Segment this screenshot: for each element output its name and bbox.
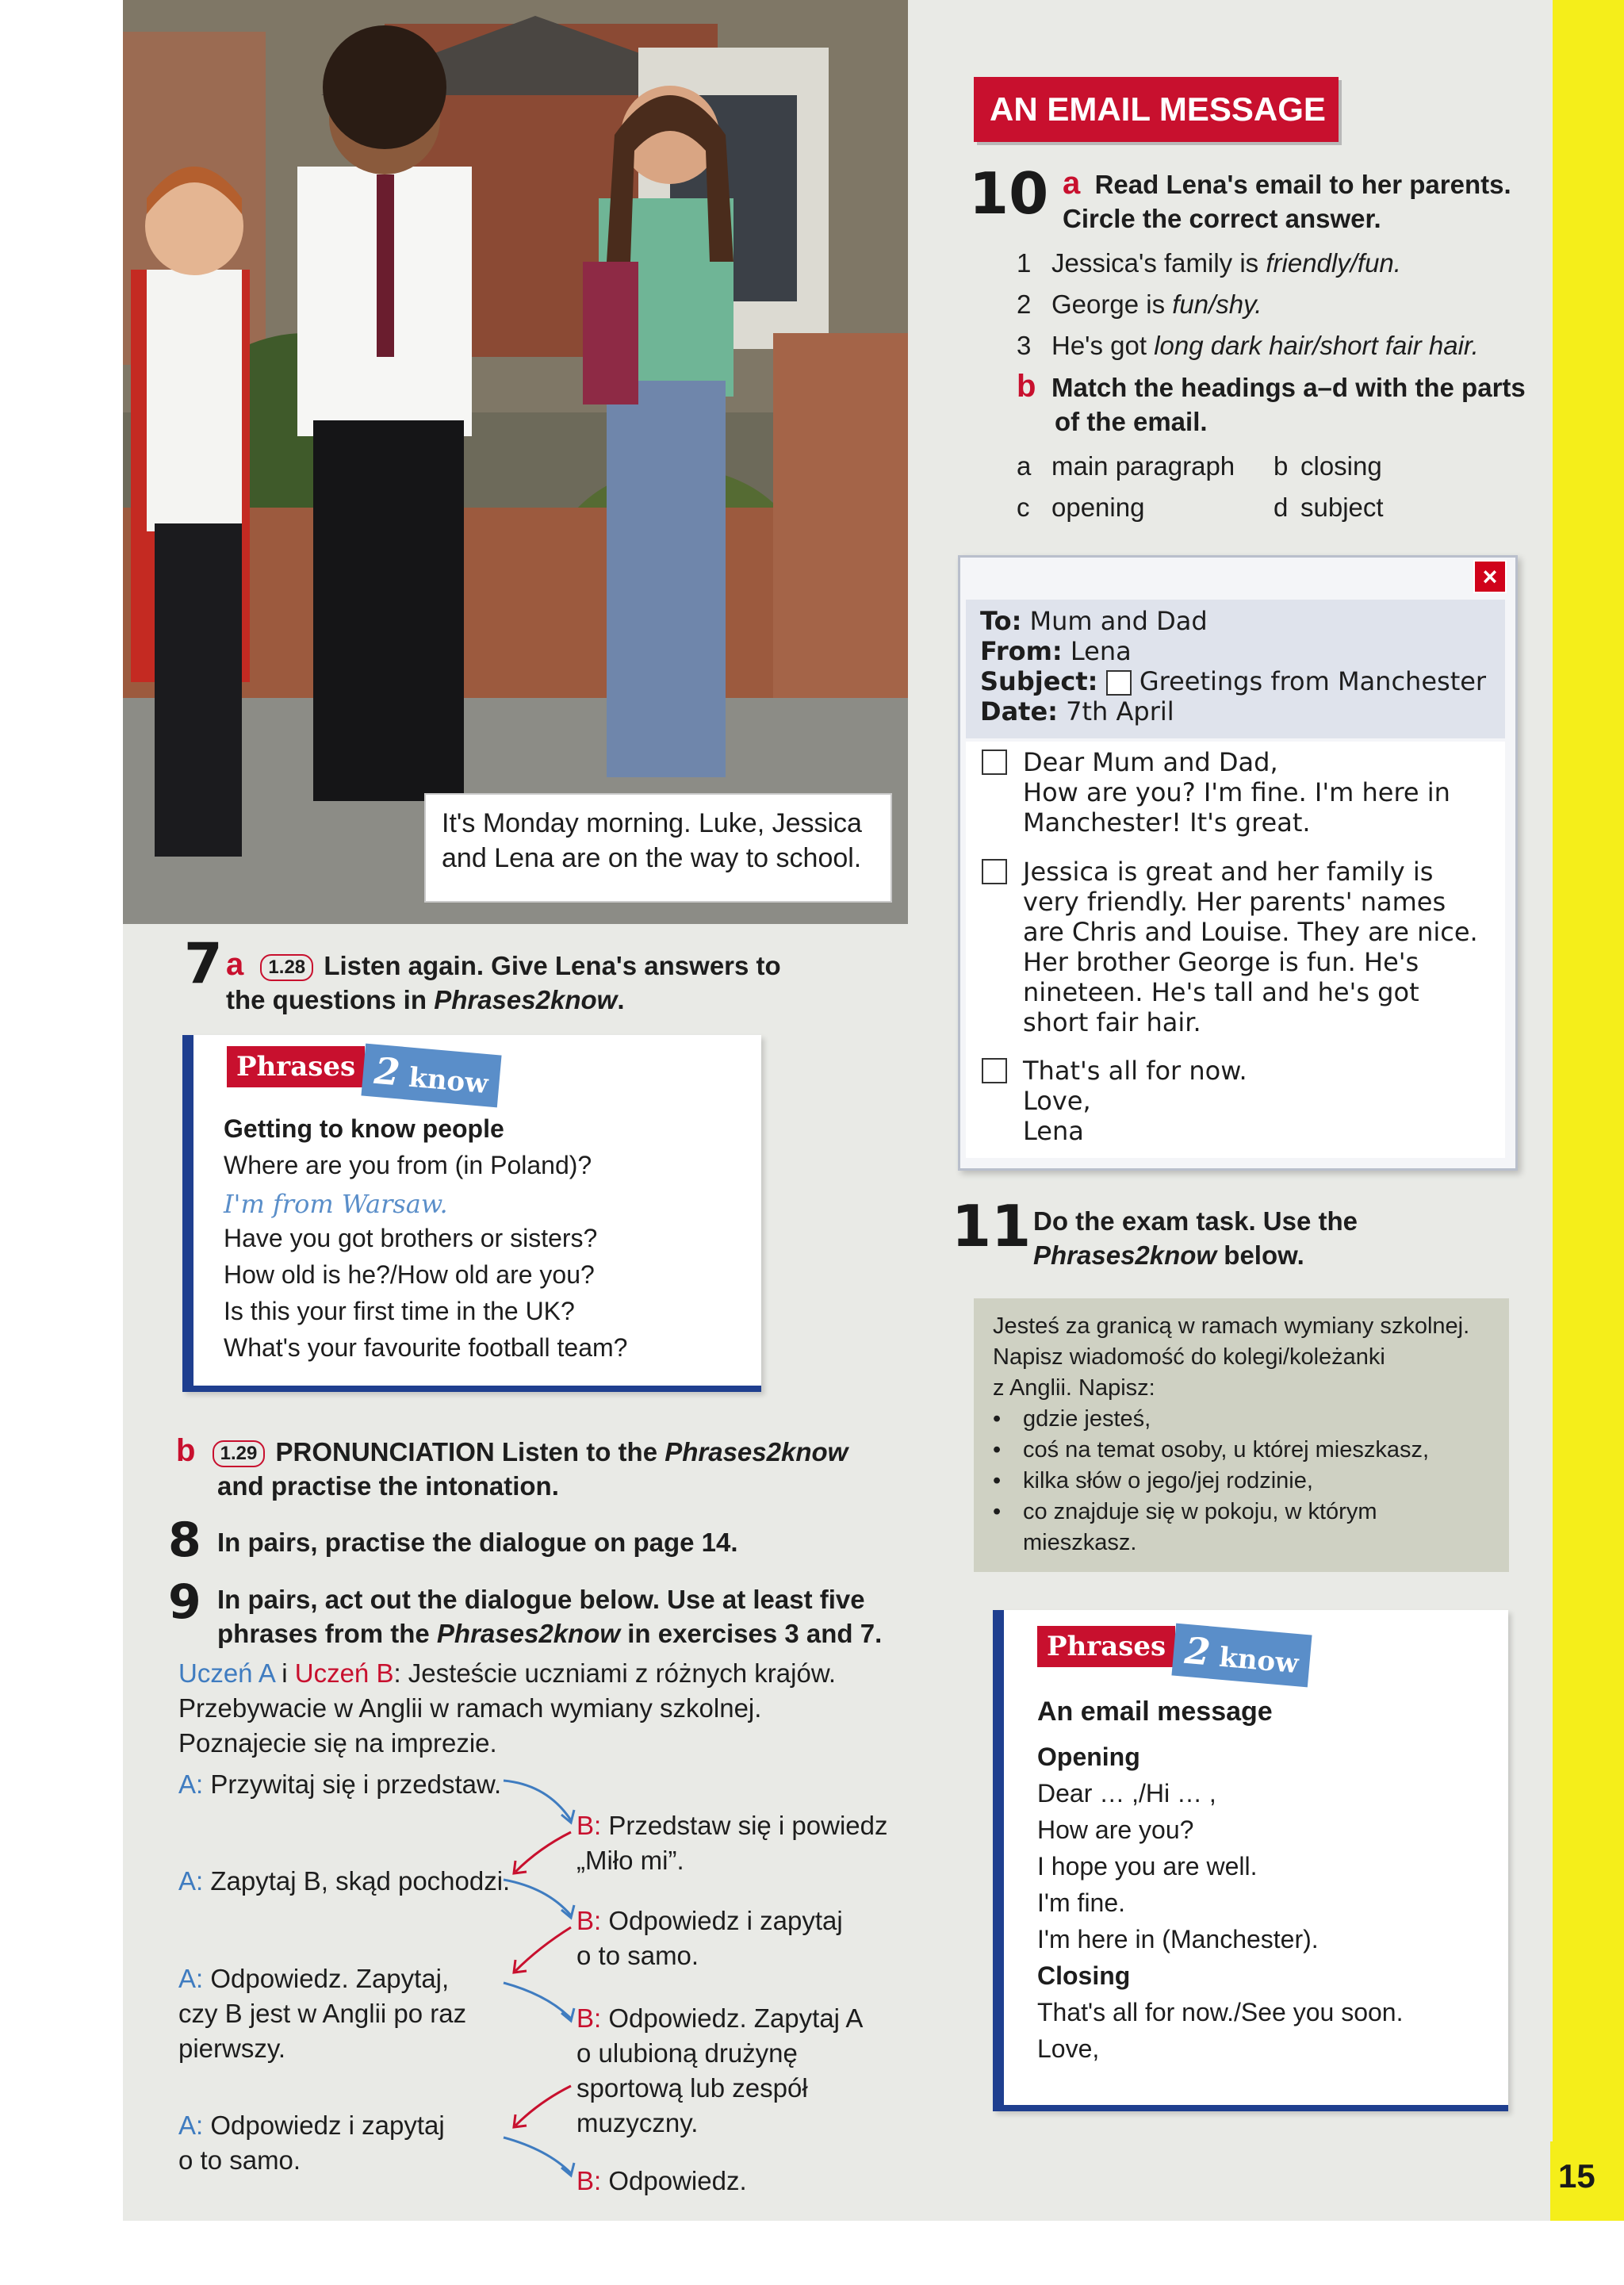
speaker-a-label: A: — [178, 1866, 204, 1896]
dialogue-text: czy B jest w Anglii po raz — [178, 1999, 467, 2028]
task-bullet: • co znajduje się w pokoju, w którym — [993, 1499, 1377, 1524]
task-bullet: • gdzie jesteś, — [993, 1406, 1151, 1432]
instruction-italic: Phrases2know — [665, 1437, 848, 1466]
dialogue-step-a2 — [178, 1864, 510, 1899]
exercise-9-intro — [178, 1656, 876, 1761]
heading-text: closing — [1300, 451, 1382, 481]
page-number: 15 — [1558, 2157, 1595, 2195]
dialogue-text: pierwszy. — [178, 2034, 286, 2063]
speaker-a-label: A: — [178, 1769, 204, 1799]
dialogue-text: Odpowiedz i zapytaj — [203, 2111, 445, 2140]
exercise-number: 9 — [168, 1574, 201, 1630]
phrases2know-logo-know — [1171, 1624, 1312, 1688]
bullet-text: mieszkasz. — [1023, 1530, 1137, 1555]
exercise-letter: b — [176, 1433, 196, 1468]
email-paragraph-main — [1023, 857, 1499, 1037]
heading-letter: a — [1017, 451, 1032, 481]
exercise-11-instruction — [1033, 1204, 1525, 1272]
item-option[interactable]: long dark hair/short fair hair. — [1154, 331, 1479, 360]
logo-two: 2 — [1182, 1628, 1212, 1674]
exercise-10a-items — [1017, 243, 1540, 366]
task-line: z Anglii. Napisz: — [993, 1375, 1155, 1401]
phrase-line: How are you? — [1037, 1815, 1194, 1844]
bullet-text: coś na temat osoby, u której mieszkasz, — [1023, 1437, 1430, 1463]
dialogue-text: Odpowiedz. Zapytaj, — [203, 1964, 450, 1993]
box-accent-bar — [182, 1386, 761, 1392]
task-bullet: • kilka słów o jego/jej rodzinie, — [993, 1468, 1313, 1493]
field-label: From: — [980, 636, 1063, 666]
dialogue-text: sportową lub zespół — [576, 2073, 808, 2103]
exercise-number: 11 — [952, 1193, 1032, 1259]
field-label: To: — [980, 606, 1022, 636]
exercise-8-instruction: In pairs, practise the dialogue on page 14. — [217, 1528, 738, 1557]
dialogue-text: Przedstaw się i powiedz — [601, 1811, 888, 1840]
exercise-9-instruction — [217, 1582, 891, 1650]
caption-line: It's Monday morning. Luke, Jessica — [442, 808, 862, 838]
email-subject-field — [980, 666, 1503, 696]
instruction-italic: Phrases2know — [436, 1619, 621, 1648]
email-line: Manchester! It's great. — [1023, 807, 1311, 838]
close-icon[interactable]: × — [1473, 560, 1507, 593]
instruction-italic: Phrases2know — [1033, 1240, 1217, 1270]
heading-text: opening — [1051, 493, 1145, 522]
box-accent-bar — [993, 1610, 1004, 2111]
phrases-heading: An email message — [1037, 1696, 1273, 1727]
dialogue-step-a3 — [178, 1961, 466, 2066]
exercise-number: 8 — [168, 1512, 201, 1568]
audio-track-badge[interactable]: 1.28 — [260, 954, 313, 981]
dialogue-text: Zapytaj B, skąd pochodzi. — [203, 1866, 511, 1896]
bullet-text: gdzie jesteś, — [1023, 1406, 1151, 1432]
field-label: Date: — [980, 696, 1058, 727]
email-line: nineteen. He's tall and he's got — [1023, 977, 1419, 1007]
dialogue-step-b4 — [576, 2164, 747, 2199]
box-accent-bar — [182, 1035, 193, 1392]
speaker-a-label: A: — [178, 2111, 204, 2140]
email-from-field — [980, 636, 1503, 666]
phrases2know-logo: Phrases — [1037, 1626, 1175, 1667]
dialogue-text: o to samo. — [576, 1941, 699, 1970]
field-value: Lena — [1062, 636, 1132, 666]
speaker-b-label: B: — [576, 1811, 602, 1840]
phrase-line: That's all for now./See you soon. — [1037, 1998, 1404, 2026]
dialogue-flow-arrows — [492, 1777, 587, 2205]
instruction-text: of the email. — [1055, 407, 1208, 436]
heading-text: subject — [1300, 493, 1384, 522]
item-text: He's got — [1051, 331, 1155, 360]
email-line: very friendly. Her parents' names — [1023, 887, 1446, 917]
phrase-line: I hope you are well. — [1037, 1852, 1258, 1881]
answer-checkbox-wrapper — [982, 859, 1007, 884]
field-value: Greetings from Manchester — [1131, 666, 1487, 696]
phrase-line: Have you got brothers or sisters? — [224, 1224, 598, 1252]
phrase-example-handwriting: I'm from Warsaw. — [224, 1189, 448, 1219]
phrase-line: I'm here in (Manchester). — [1037, 1925, 1319, 1953]
phrases2know-box — [993, 1610, 1508, 2111]
logo-know: know — [407, 1061, 490, 1101]
answer-item — [1017, 325, 1540, 366]
item-option[interactable]: friendly/fun. — [1266, 248, 1401, 278]
answer-checkbox[interactable] — [1106, 670, 1132, 696]
heading-letter: b — [1274, 451, 1289, 481]
phrase-line: Where are you from (in Poland)? — [224, 1151, 592, 1179]
instruction-text: and practise the intonation. — [217, 1471, 559, 1501]
task-line: Napisz wiadomość do kolegi/koleżanki — [993, 1344, 1385, 1370]
photo-caption — [424, 793, 892, 903]
instruction-text: phrases from the — [217, 1619, 437, 1648]
instruction-text: In pairs, act out the dialogue below. Use at least five — [217, 1585, 865, 1614]
item-number: 1 — [1017, 248, 1032, 278]
audio-track-badge[interactable]: 1.29 — [213, 1440, 266, 1467]
instruction-text: PRONUNCIATION Listen to the — [275, 1437, 665, 1466]
exercise-number: 10 — [969, 160, 1049, 227]
field-label: Subject: — [980, 666, 1098, 696]
dialogue-step-b3 — [576, 2001, 863, 2141]
dialogue-text: Przywitaj się i przedstaw. — [203, 1769, 502, 1799]
phrases-subheading: Closing — [1037, 1961, 1131, 1990]
email-line: Jessica is great and her family is — [1023, 857, 1434, 887]
dialogue-text: o to samo. — [178, 2145, 301, 2175]
instruction-italic: Phrases2know — [434, 985, 618, 1014]
instruction-text: Read Lena's email to her parents. — [1094, 170, 1511, 199]
instruction-text: in exercises 3 and 7. — [620, 1619, 883, 1648]
answer-item — [1017, 284, 1540, 325]
instruction-text: Match the headings a–d with the parts — [1051, 373, 1526, 402]
instruction-text: the questions in — [226, 985, 435, 1014]
speaker-b-label: B: — [576, 1906, 602, 1935]
field-value: Mum and Dad — [1021, 606, 1208, 636]
page-edge-strip — [1553, 0, 1624, 2221]
students-photo — [123, 0, 908, 924]
box-accent-bar — [993, 2105, 1508, 2111]
phrase-line: How old is he?/How old are you? — [224, 1260, 595, 1289]
role-label-b: Uczeń B — [294, 1658, 394, 1688]
intro-text: Poznajecie się na imprezie. — [178, 1728, 497, 1758]
dialogue-step-b2 — [576, 1904, 843, 1973]
instruction-text: . — [617, 985, 625, 1014]
email-line: Lena — [1023, 1116, 1084, 1146]
caption-line: and Lena are on the way to school. — [442, 843, 862, 873]
exercise-10b-instruction — [1017, 370, 1556, 439]
exercise-7b-instruction — [176, 1434, 850, 1503]
dialogue-text: Odpowiedz i zapytaj — [601, 1906, 843, 1935]
headings-row — [1017, 487, 1540, 528]
phrases2know-logo-know — [361, 1044, 501, 1108]
intro-text: Przebywacie w Anglii w ramach wymiany szkolnej. — [178, 1693, 762, 1723]
exercise-letter: a — [226, 947, 244, 982]
email-line: Dear Mum and Dad, — [1023, 747, 1278, 777]
heading-letter: c — [1017, 493, 1030, 522]
speaker-b-label: B: — [576, 2166, 602, 2195]
exercise-10b-headings — [1017, 446, 1540, 528]
email-line: Love, — [1023, 1086, 1091, 1116]
email-header-fields — [980, 606, 1503, 727]
heading-text: main paragraph — [1051, 451, 1235, 481]
dialogue-step-a4 — [178, 2108, 445, 2178]
task-line: Jesteś za granicą w ramach wymiany szkolnej. — [993, 1313, 1470, 1339]
email-to-field — [980, 606, 1503, 636]
item-number: 2 — [1017, 289, 1032, 319]
item-text: George is — [1051, 289, 1173, 319]
phrase-line: Is this your first time in the UK? — [224, 1297, 575, 1325]
instruction-text: Circle the correct answer. — [1063, 204, 1381, 233]
item-option[interactable]: fun/shy. — [1172, 289, 1262, 319]
phrases2know-logo: Phrases — [227, 1046, 365, 1087]
instruction-text: Listen again. Give Lena's answers to — [324, 951, 781, 980]
exercise-10a-instruction — [1063, 167, 1554, 236]
phrase-line: What's your favourite football team? — [224, 1333, 628, 1362]
phrase-line: Love, — [1037, 2034, 1100, 2063]
heading-letter: d — [1274, 493, 1289, 522]
answer-checkbox-wrapper — [982, 1058, 1007, 1083]
exercise-number: 7 — [184, 931, 223, 996]
speaker-a-label: A: — [178, 1964, 204, 1993]
logo-know: know — [1217, 1641, 1300, 1681]
section-banner: AN EMAIL MESSAGE — [974, 77, 1339, 142]
intro-text: i — [274, 1658, 295, 1688]
exam-task-text — [993, 1311, 1500, 1558]
logo-two: 2 — [372, 1049, 402, 1095]
email-paragraph-closing — [1023, 1056, 1499, 1146]
answer-checkbox-wrapper — [982, 750, 1007, 775]
email-line: That's all for now. — [1023, 1056, 1247, 1086]
phrase-line: I'm fine. — [1037, 1888, 1126, 1917]
phrases-heading: Getting to know people — [224, 1114, 504, 1143]
task-bullet: • coś na temat osoby, u której mieszkasz, — [993, 1437, 1430, 1463]
email-date-field — [980, 696, 1503, 727]
exercise-letter: b — [1017, 369, 1036, 404]
answer-checkbox[interactable] — [982, 750, 1007, 775]
phrases-subheading: Opening — [1037, 1743, 1140, 1771]
dialogue-text: Odpowiedz. — [601, 2166, 747, 2195]
bullet-text: kilka słów o jego/jej rodzinie, — [1023, 1468, 1313, 1493]
email-line: short fair hair. — [1023, 1007, 1201, 1037]
field-value: 7th April — [1057, 696, 1174, 727]
dialogue-step-a1 — [178, 1767, 501, 1802]
answer-checkbox[interactable] — [982, 859, 1007, 884]
item-number: 3 — [1017, 331, 1032, 360]
phrases2know-box — [182, 1035, 761, 1392]
dialogue-text: Odpowiedz. Zapytaj A — [601, 2003, 864, 2033]
dialogue-text: „Miło mi”. — [576, 1846, 684, 1875]
instruction-text: Do the exam task. Use the — [1033, 1206, 1358, 1236]
instruction-text: below. — [1216, 1240, 1304, 1270]
answer-checkbox[interactable] — [982, 1058, 1007, 1083]
phrase-line: Dear … ,/Hi … , — [1037, 1779, 1216, 1808]
email-line: How are you? I'm fine. I'm here in — [1023, 777, 1450, 807]
email-paragraph-opening — [1023, 747, 1499, 838]
item-text: Jessica's family is — [1051, 248, 1266, 278]
speaker-b-label: B: — [576, 2003, 602, 2033]
intro-text: : Jesteście uczniami z różnych krajów. — [393, 1658, 837, 1688]
answer-item — [1017, 243, 1540, 284]
bullet-text: co znajduje się w pokoju, w którym — [1023, 1499, 1377, 1524]
exercise-7a-instruction — [226, 948, 829, 1017]
headings-row — [1017, 446, 1540, 487]
exercise-letter: a — [1063, 166, 1081, 201]
dialogue-text: muzyczny. — [576, 2108, 699, 2137]
dialogue-step-b1 — [576, 1808, 888, 1878]
email-line: Her brother George is fun. He's — [1023, 947, 1419, 977]
email-line: are Chris and Louise. They are nice. — [1023, 917, 1478, 947]
dialogue-text: o ulubioną drużynę — [576, 2038, 798, 2068]
role-label-a: Uczeń A — [178, 1658, 275, 1688]
